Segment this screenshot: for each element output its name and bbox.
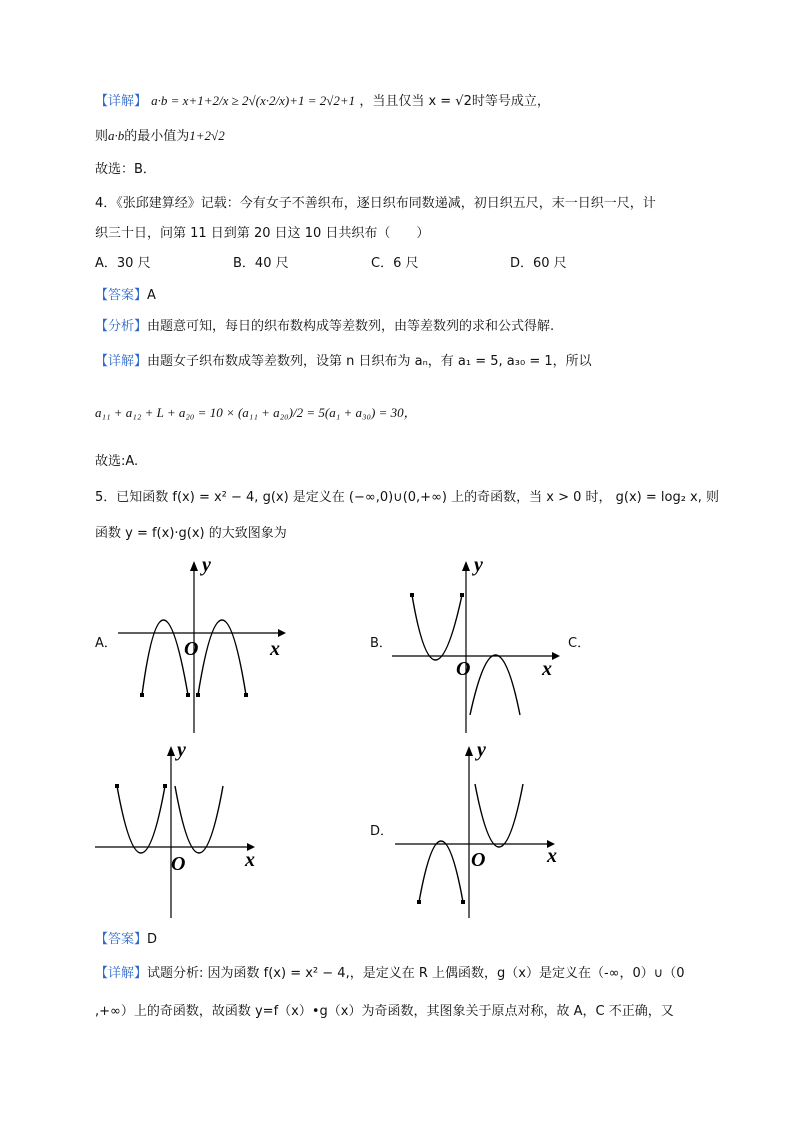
graph-b-y-arrow — [462, 561, 470, 571]
graph-d-right-curve — [475, 784, 523, 847]
min-prefix: 则 — [95, 129, 109, 144]
graph-c-left-curve — [117, 786, 165, 853]
graph-b-x-label: x — [542, 658, 552, 680]
q4-analysis — [95, 315, 554, 334]
q5-detail1 — [95, 962, 685, 981]
graph-a-endpoint — [140, 693, 144, 697]
graph-c-origin: O — [171, 853, 186, 875]
graph-d-y-label: y — [477, 739, 486, 761]
graph-b-origin: O — [456, 658, 471, 680]
graph-b-right-curve — [470, 655, 520, 715]
graph-a-left-curve — [142, 620, 188, 695]
graph-c-label: C． — [568, 636, 591, 651]
graph-b-label: B． — [370, 636, 392, 651]
graph-b — [392, 555, 567, 735]
q4-answer — [95, 284, 156, 303]
q4-detail-tag: 【详解】 — [95, 354, 148, 369]
min-mid: 的最小值为 — [124, 129, 190, 144]
q4-line1: 4．《张邱建算经》记载：今有女子不善织布，逐日织布同数递减，初日织五尺，末一日织一尺，计 — [95, 196, 656, 211]
detail-math: a·b = x+1+2/x ≥ 2√(x·2/x)+1 = 2√2+1 — [151, 93, 356, 108]
graph-b-left-curve — [412, 595, 462, 660]
graph-c-right-curve — [175, 786, 223, 853]
q4-analysis-tag: 【分析】 — [95, 319, 148, 334]
graph-b-endpoint — [410, 593, 414, 597]
top-choice: 故选：B． — [95, 162, 156, 177]
graph-d-endpoint — [461, 900, 465, 904]
graph-c-y-arrow — [167, 746, 175, 756]
q5-detail1-text: 试题分析: 因为函数 f(x) = x² − 4,，是定义在 R 上偶函数，g（x）是定义在（-∞，0）∪（0 — [147, 966, 685, 981]
graph-d-left-curve — [419, 841, 463, 902]
q5-line2: 函数 y = f(x)·g(x) 的大致图象为 — [95, 526, 287, 541]
q5-answer-value: D — [147, 932, 158, 947]
q5-detail-tag: 【详解】 — [95, 966, 148, 981]
graph-d-x-label: x — [547, 845, 557, 867]
detail-line — [95, 90, 550, 109]
graph-a-x-arrow — [278, 629, 286, 637]
q5-answer — [95, 928, 157, 947]
graph-c-y-label: y — [177, 739, 186, 761]
q4-detail-text: 由题女子织布数成等差数列，设第 n 日织布为 aₙ，有 a₁ = 5, a₃₀ = 1，所以 — [147, 354, 592, 369]
graph-b-y-label: y — [474, 554, 483, 576]
graph-a-origin: O — [184, 638, 199, 660]
graph-d — [395, 740, 570, 920]
graph-c-endpoint — [163, 784, 167, 788]
q4-option-b: B．40 尺 — [233, 256, 289, 271]
graph-c — [95, 740, 270, 920]
graph-b-endpoint — [460, 593, 464, 597]
q5-answer-tag: 【答案】 — [95, 932, 148, 947]
graph-a-y-label: y — [202, 554, 211, 576]
min-value: 1+2√2 — [189, 128, 225, 143]
graph-c-x-label: x — [245, 849, 255, 871]
detail-tag: 【详解】 — [95, 94, 148, 109]
q4-answer-tag: 【答案】 — [95, 288, 148, 303]
q5-detail2: ,+∞）上的奇函数，故函数 y=f（x）•g（x）为奇函数，其图象关于原点对称，故 A，C 不正确，又 — [95, 1004, 674, 1019]
graph-a-x-label: x — [270, 638, 280, 660]
q4-line2: 织三十日，问第 11 日到第 20 日这 10 日共织布（ ） — [95, 226, 430, 241]
graph-b-x-arrow — [552, 652, 560, 660]
graph-d-y-arrow — [465, 746, 473, 756]
q5-line1: 5．已知函数 f(x) = x² − 4, g(x) 是定义在 (−∞,0)∪(0,+∞) 上的奇函数，当 x > 0 时， g(x) = log₂ x, 则 — [95, 490, 719, 505]
graph-a-right-curve — [198, 620, 246, 695]
graph-a-endpoint — [244, 693, 248, 697]
graph-a — [118, 555, 293, 735]
q4-option-d: D．60 尺 — [510, 256, 567, 271]
graph-a-y-arrow — [190, 561, 198, 571]
graph-c-endpoint — [115, 784, 119, 788]
graph-d-origin: O — [471, 849, 486, 871]
graph-d-label: D． — [370, 824, 394, 839]
graph-a-endpoint — [196, 693, 200, 697]
q4-detail — [95, 350, 592, 369]
q4-analysis-text: 由题意可知，每日的织布数构成等差数列，由等差数列的求和公式得解. — [147, 319, 555, 334]
q4-option-c: C．6 尺 — [371, 256, 419, 271]
graph-a-label: A． — [95, 636, 117, 651]
graph-d-endpoint — [417, 900, 421, 904]
graph-a-endpoint — [186, 693, 190, 697]
q4-answer-value: A — [147, 288, 156, 303]
q4-choice: 故选:A. — [95, 454, 139, 469]
q4-formula: a₁₁ + a₁₂ + L + a₂₀ = 10 × (a₁₁ + a₂₀)/2 = 5(a₁ + a₃₀) = 30， — [95, 405, 417, 420]
detail-tail: ，当且仅当 x = √2时等号成立， — [359, 94, 550, 109]
min-math: a·b — [108, 128, 125, 143]
q4-option-a: A．30 尺 — [95, 256, 151, 271]
min-value-line — [95, 125, 225, 144]
